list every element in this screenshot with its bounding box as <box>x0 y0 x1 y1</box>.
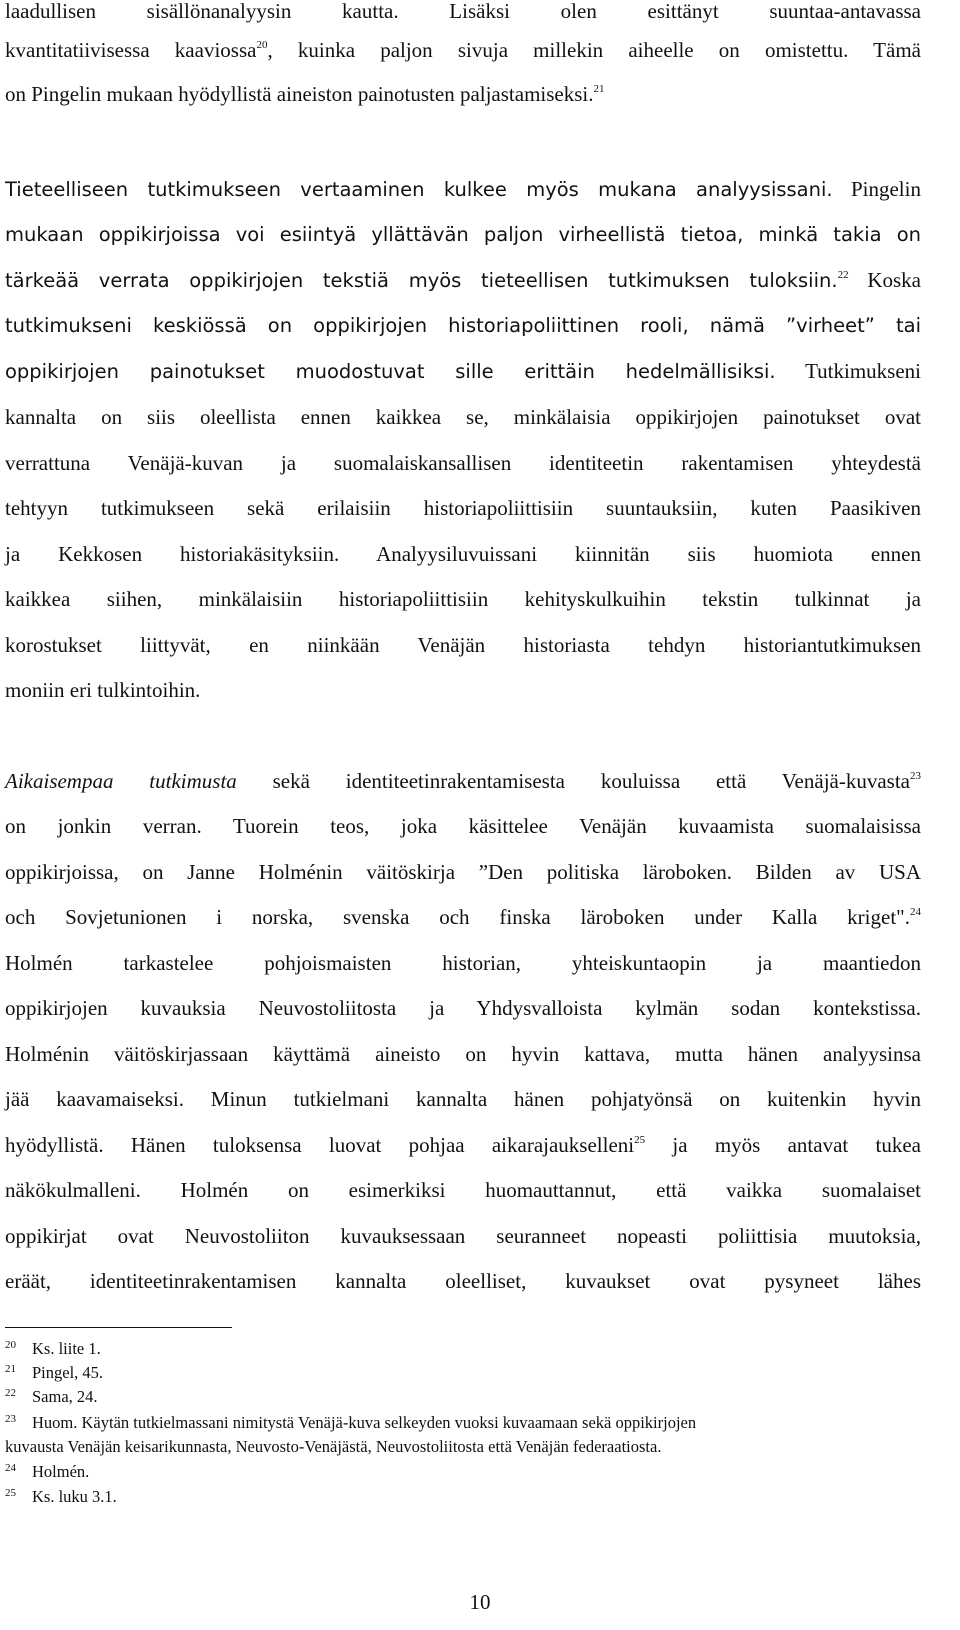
body-line: Holmén tarkastelee pohjoismaisten historian, yhteiskuntaopin ja maantiedon <box>5 951 921 975</box>
footnote: 20 Ks. liite 1. <box>5 1339 101 1358</box>
body-line: oppikirjojen painotukset muodostuvat sille erittäin hedelmällisiksi. Tutkimukseni <box>5 359 921 383</box>
body-line: kvantitatiivisessa kaaviossa$^{20}$, kuinka paljon sivuja millekin aiheelle on omistettu. Tämä <box>5 38 921 62</box>
body-line: tehtyyn tutkimukseen sekä erilaisiin historiapoliittisiin suuntauksiin, kuten Paasikiven <box>5 496 921 520</box>
footnote: 23 Huom. Käytän tutkielmassani nimitystä Venäjä-kuva selkeyden vuoksi kuvaamaan sekä oppikirjojen <box>5 1413 697 1432</box>
body-line: oppikirjojen kuvauksia Neuvostoliitosta ja Yhdysvalloista kylmän sodan kontekstissa. <box>5 996 921 1020</box>
body-line: oppikirjat ovat Neuvostoliiton kuvauksessaan seuranneet nopeasti poliittisia muutoksia, <box>5 1224 921 1248</box>
body-line: laadullisen sisällönanalyysin kautta. Lisäksi olen esittänyt suuntaa-antavassa <box>5 0 921 23</box>
footnote: 24 Holmén. <box>5 1462 90 1481</box>
body-line: mukaan oppikirjoissa voi esiintyä yllättävän paljon virheellistä tietoa, minkä takia on <box>5 223 921 246</box>
footnote: 22 Sama, 24. <box>5 1387 98 1406</box>
footnote-ref: 24 <box>910 906 921 918</box>
body-line: ja Kekkosen historiakäsityksiin. Analyysiluvuissani kiinnitän siis huomiota ennen <box>5 542 921 566</box>
footnote-separator <box>5 1327 232 1328</box>
footnote-ref: 21 <box>593 83 605 95</box>
footnote-ref: 20 <box>256 39 268 51</box>
body-line: oppikirjoissa, on Janne Holménin väitöskirja ”Den politiska läroboken. Bilden av USA <box>5 860 921 884</box>
footnote-ref: 22 <box>837 269 849 281</box>
footnote-ref: 25 <box>634 1134 646 1146</box>
body-line: Aikaisempaa tutkimusta sekä identiteetinrakentamisesta kouluissa että Venäjä-kuvasta$^{23}$ <box>5 769 921 793</box>
emphasized-term: Aikaisempaa tutkimusta <box>5 769 237 793</box>
body-line: hyödyllistä. Hänen tuloksensa luovat pohjaa aikarajaukselleni$^{25}$ ja myös antavat tukea <box>5 1133 921 1157</box>
body-line: och Sovjetunionen i norska, svenska och finska läroboken under Kalla kriget".$^{24}$ <box>5 905 921 929</box>
body-line: tärkeää verrata oppikirjojen tekstiä myös tieteellisen tutkimuksen tuloksiin.$^{22}$ Koska <box>5 268 921 292</box>
body-line: näkökulmalleni. Holmén on esimerkiksi huomauttannut, että vaikka suomalaiset <box>5 1178 921 1202</box>
body-line: Tieteelliseen tutkimukseen vertaaminen kulkee myös mukana analyysissani. Pingelin <box>5 177 921 201</box>
body-line: kannalta on siis oleellista ennen kaikkea se, minkälaisia oppikirjojen painotukset ovat <box>5 405 921 429</box>
body-line: on Pingelin mukaan hyödyllistä aineiston painotusten paljastamiseksi.$^{21}$ <box>5 82 605 106</box>
body-line: korostukset liittyvät, en niinkään Venäjän historiasta tehdyn historiantutkimuksen <box>5 633 921 657</box>
body-line: on jonkin verran. Tuorein teos, joka käsittelee Venäjän kuvaamista suomalaisissa <box>5 814 921 838</box>
page-number: 10 <box>469 1590 491 1614</box>
footnote: 25 Ks. luku 3.1. <box>5 1487 117 1506</box>
body-line: moniin eri tulkintoihin. <box>5 678 201 702</box>
footnote-continuation: kuvausta Venäjän keisarikunnasta, Neuvosto-Venäjästä, Neuvostoliitosta että Venäjän federaatiosta. <box>5 1437 662 1456</box>
footnote-ref: 23 <box>910 770 921 782</box>
body-line: eräät, identiteetinrakentamisen kannalta oleelliset, kuvaukset ovat pysyneet lähes <box>5 1269 921 1293</box>
body-line: tutkimukseni keskiössä on oppikirjojen historiapoliittinen rooli, nämä ”virheet” tai <box>5 314 921 337</box>
body-line: jää kaavamaiseksi. Minun tutkielmani kannalta hänen pohjatyönsä on kuitenkin hyvin <box>5 1087 921 1111</box>
body-line: Holménin väitöskirjassaan käyttämä aineisto on hyvin kattava, mutta hänen analyysinsa <box>5 1042 921 1066</box>
footnote: 21 Pingel, 45. <box>5 1363 104 1382</box>
body-line: kaikkea siihen, minkälaisiin historiapoliittisiin kehityskulkuihin tekstin tulkinnat ja <box>5 587 921 611</box>
body-line: verrattuna Venäjä-kuvan ja suomalaiskansallisen identiteetin rakentamisen yhteydestä <box>5 451 921 475</box>
